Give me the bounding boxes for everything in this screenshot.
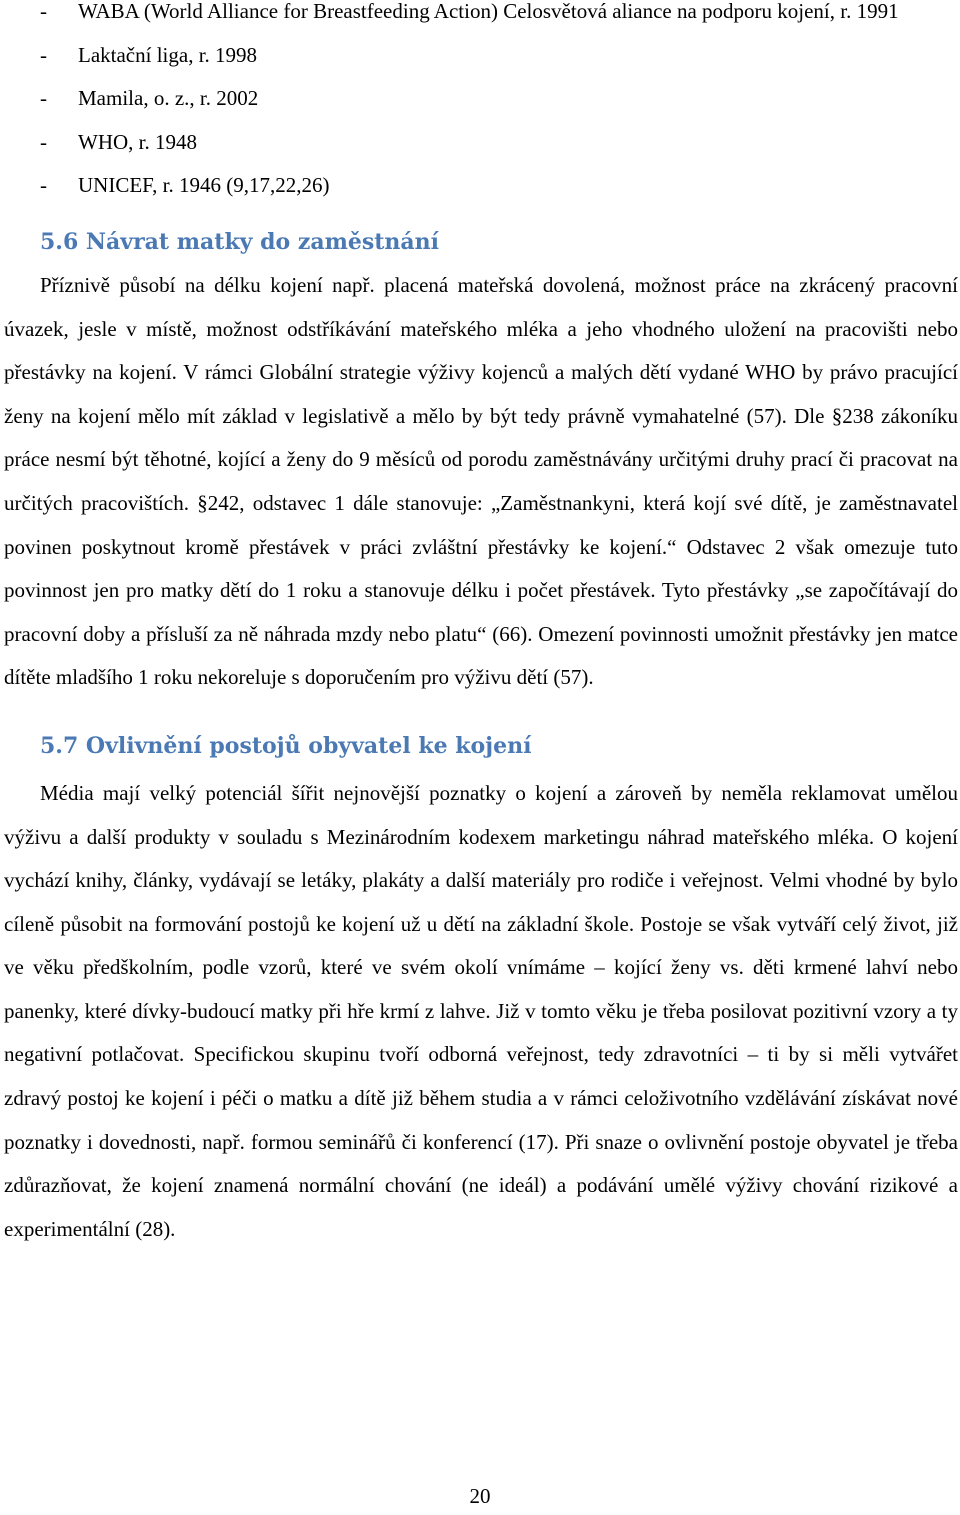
- list-item: [4, 77, 958, 121]
- organization-list: [4, 0, 958, 208]
- list-marker: -: [40, 42, 47, 67]
- document-page: [4, 0, 958, 1251]
- section-paragraph-5-6: Příznivě působí na délku kojení např. placená mateřská dovolená, možnost práce na zkrácený pracovní úvazek, jesle v místě, možnost odstříkávání mateřského mléka a jeho vhodného uložení na pracovišti nebo přestávky na kojení. V rámci Globální strategie výživy kojenců a malých dětí vydané WHO by právo pracující ženy na kojení mělo mít základ v legislativě a mělo by být tedy právně vymahatelné (57). Dle §238 zákoníku práce nesmí být těhotné, kojící a ženy do 9 měsíců od porodu zaměstnávány určitými druhy prací či pracovat na určitých pracovištích. §242, odstavec 1 dále stanovuje: „Zaměstnankyni, která kojí své dítě, je zaměstnavatel povinen poskytnout kromě přestávek v práci zvláštní přestávky ke kojení.“ Odstavec 2 však omezuje tuto povinnost jen pro matky dětí do 1 roku a stanovuje délku i počet přestávek. Tyto přestávky „se započítávají do pracovní doby a přísluší za ně náhrada mzdy nebo platu“ (66). Omezení povinnosti umožnit přestávky jen matce dítěte mladšího 1 roku nekoreluje s doporučením pro výživu dětí (57).: [4, 272, 958, 690]
- list-item-text: Laktační liga, r. 1998: [78, 42, 258, 67]
- list-item: [4, 0, 958, 34]
- list-item-text: UNICEF, r. 1946 (9,17,22,26): [78, 173, 330, 198]
- list-item-text: WABA (World Alliance for Breastfeeding Action) Celosvětová aliance na podporu kojení, r. 1991: [78, 0, 899, 23]
- list-item: [4, 34, 958, 78]
- list-marker: -: [40, 0, 47, 23]
- list-item-text: Mamila, o. z., r. 2002: [78, 86, 259, 111]
- list-item: [4, 164, 958, 208]
- list-item-text: WHO, r. 1948: [78, 129, 197, 154]
- section-heading-5-6: 5.6 Návrat matky do zaměstnání: [40, 228, 440, 255]
- list-marker: -: [40, 173, 47, 198]
- list-marker: -: [40, 86, 47, 111]
- section-heading-5-7: 5.7 Ovlivnění postojů obyvatel ke kojení: [40, 732, 532, 759]
- section-paragraph-5-7: Média mají velký potenciál šířit nejnovější poznatky o kojení a zároveň by neměla reklamovat umělou výživu a další produkty v souladu s Mezinárodním kodexem marketingu náhrad mateřského mléka. O kojení vychází knihy, články, vydávají se letáky, plakáty a další materiály pro rodiče i veřejnost. Velmi vhodné by bylo cíleně působit na formování postojů ke kojení už u dětí na základní škole. Postoje se však vytváří celý život, již ve věku předškolním, podle vzorů, které ve svém okolí vnímáme – kojící ženy vs. děti krmené lahví nebo panenky, které dívky-budoucí matky při hře krmí z lahve. Již v tomto věku je třeba posilovat pozitivní vzory a ty negativní potlačovat. Specifickou skupinu tvoří odborná veřejnost, tedy zdravotníci – ti by si měli vytvářet zdravý postoj ke kojení i péči o matku a dítě již během studia a v rámci celoživotního vzdělávání získávat nové poznatky i dovednosti, např. formou seminářů či konferencí (17). Při snaze o ovlivnění postoje obyvatel je třeba zdůrazňovat, že kojení znamená normální chování (ne ideál) a podávání umělé výživy chování rizikové a experimentální (28).: [4, 780, 958, 1241]
- list-item: [4, 121, 958, 165]
- page-number: 20: [469, 1484, 491, 1508]
- list-marker: -: [40, 129, 47, 154]
